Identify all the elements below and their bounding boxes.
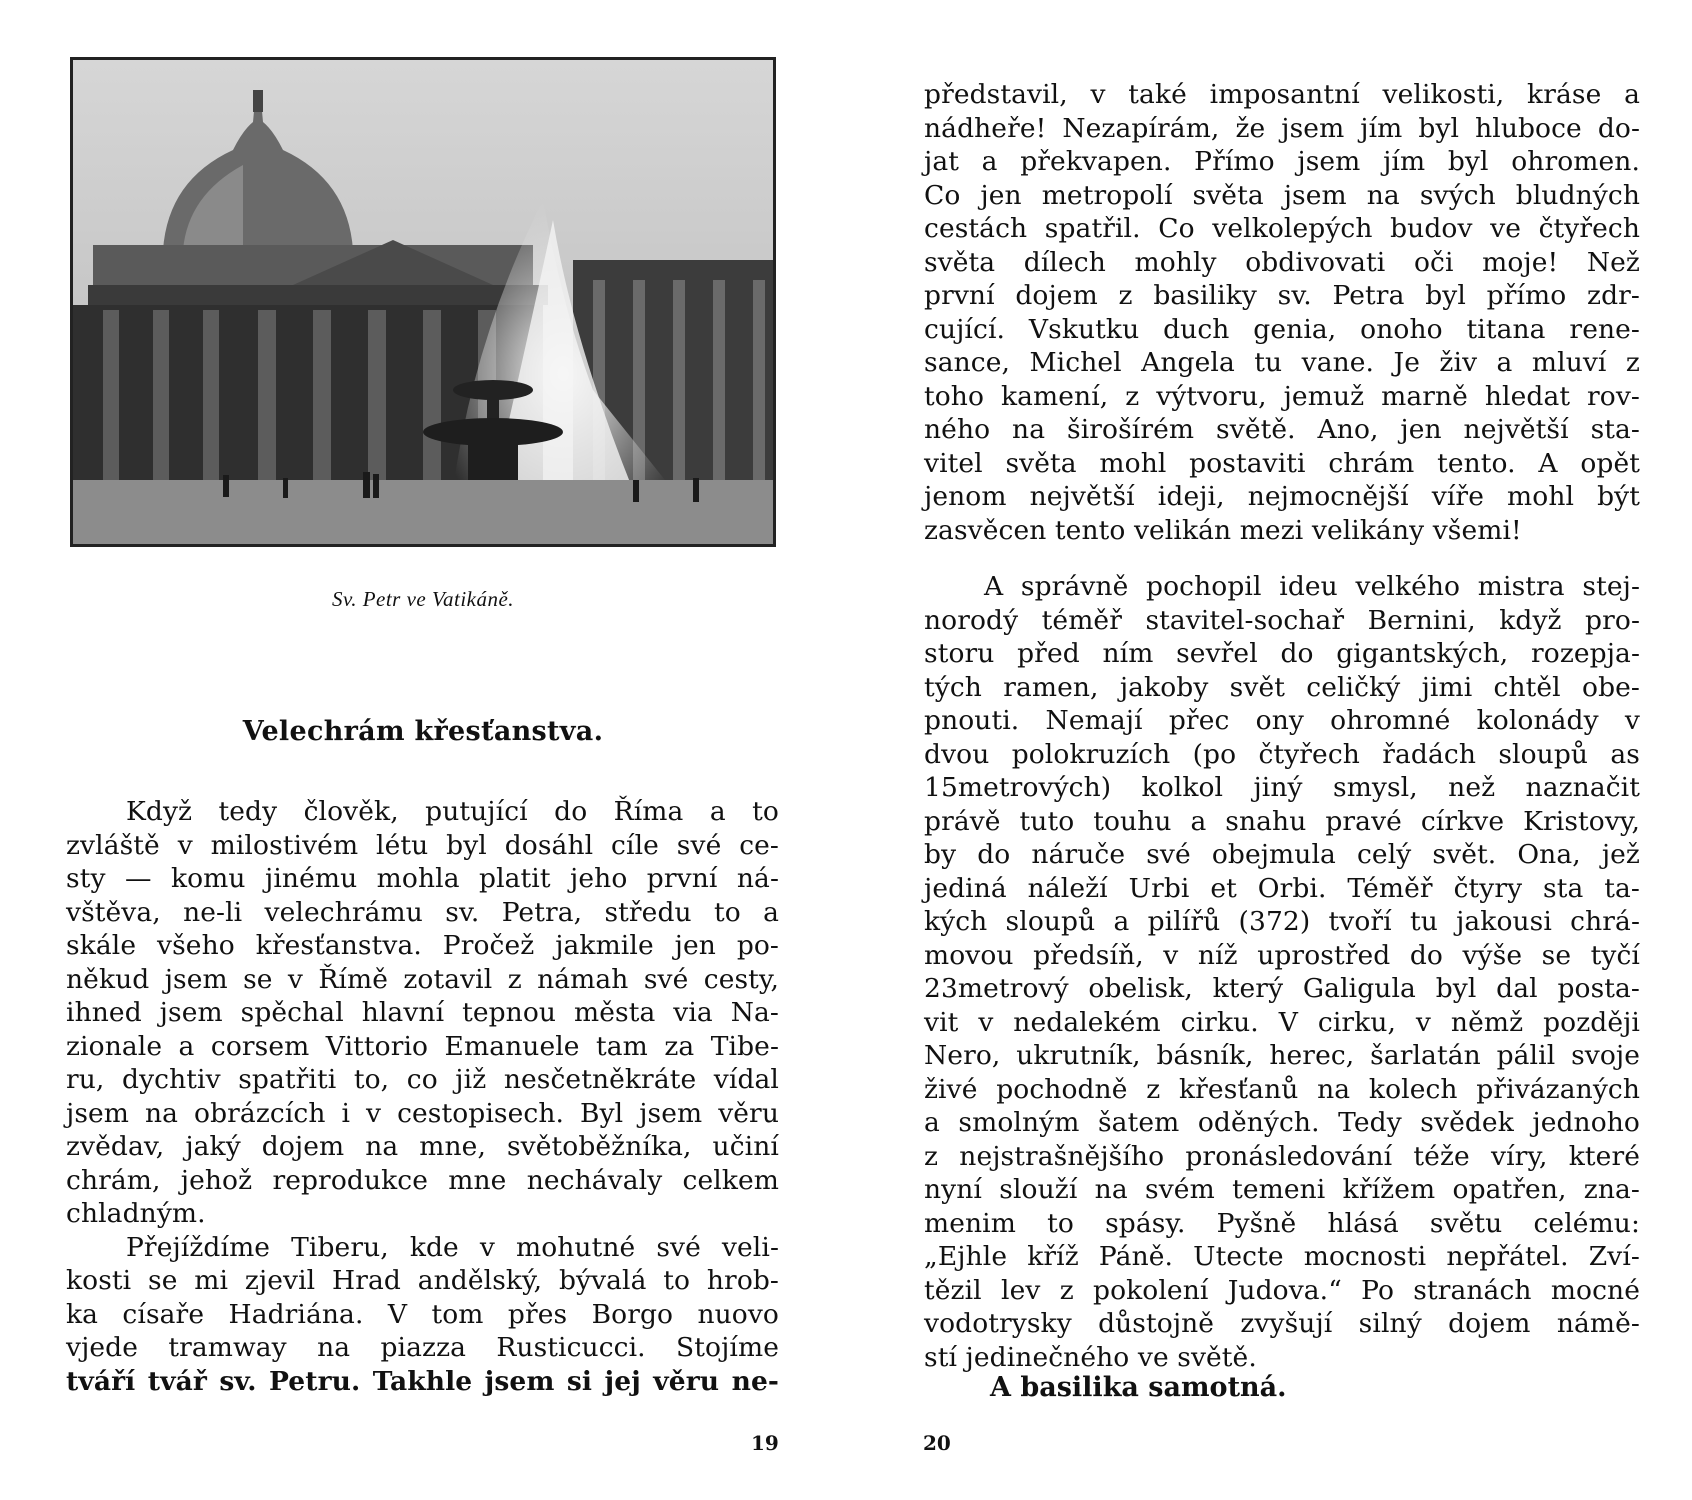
text-line: jenom největší ideji, nejmocnější víře mohl být: [924, 481, 1640, 512]
text-line: toho kamení, z výtvoru, jemuž marně hledat rov-: [924, 380, 1640, 412]
text-line: vitel světa mohl postaviti chrám tento. A opět: [924, 447, 1640, 479]
text-line: movou předsíň, v níž uprostřed do výše se tyčí: [924, 939, 1640, 971]
text-line: chladným.: [66, 1198, 206, 1229]
text-line: tězil lev z pokolení Judova.“ Po stranách mocné: [924, 1274, 1640, 1306]
text-line: Přejíždíme Tiberu, kde v mohutné své veli-: [126, 1231, 779, 1263]
right-paragraph-2: [924, 570, 1640, 1374]
text-line: vit v nedalekém cirku. V cirku, v němž později: [924, 1006, 1640, 1038]
text-line: a smolným šatem oděných. Tedy svědek jednoho: [924, 1107, 1640, 1138]
text-line: Co jen metropolí světa jsem na svých bludných: [924, 179, 1640, 211]
text-line: tých ramen, jakoby svět celičký jimi chtěl obe-: [924, 671, 1640, 703]
basilica-photo: [70, 57, 776, 547]
text-line: kosti se mi zjevil Hrad andělský, bývalá to hrob-: [66, 1265, 779, 1296]
text-line: „Ejhle kříž Páně. Utecte mocnosti nepřátel. Zví-: [924, 1241, 1640, 1272]
text-line: norodý téměř stavitel-sochař Bernini, když pro-: [924, 604, 1640, 636]
text-line: živé pochodně z křesťanů na kolech přivázaných: [924, 1073, 1640, 1105]
text-line: jediná náleží Urbi et Orbi. Téměř čtyry sta ta-: [924, 872, 1640, 904]
text-line: první dojem z basiliky sv. Petra byl přímo zdr-: [924, 280, 1640, 311]
text-line: menim to spásy. Pyšně hlásá světu celému:: [924, 1207, 1640, 1239]
text-line: zionale a corsem Vittorio Emanuele tam za Tibe-: [66, 1030, 779, 1062]
text-line: zvědav, jaký dojem na mne, světoběžníka, učiní: [66, 1131, 779, 1162]
right-paragraph-1: [924, 78, 1640, 547]
text-line: někud jsem se v Římě zotavil z námah své cesty,: [66, 963, 779, 995]
text-line: 15metrových) kolkol jiný smysl, než naznačit: [924, 772, 1640, 803]
section-subheading: A basilika samotná.: [990, 1372, 1287, 1403]
text-line: storu před ním sevřel do gigantských, rozepja-: [924, 638, 1640, 669]
text-line: cestách spatřil. Co velkolepých budov ve čtyřech: [924, 213, 1640, 244]
text-line: pnouti. Nemají přec ony ohromné kolonády v: [924, 705, 1640, 736]
text-line: ka císaře Hadriána. V tom přes Borgo nuovo: [66, 1298, 779, 1330]
text-line: Když tedy člověk, putující do Říma a to: [126, 796, 779, 827]
text-line: skále všeho křesťanstva. Pročež jakmile jen po-: [66, 930, 779, 961]
text-line: dvou polokruzích (po čtyřech řadách sloupů as: [924, 738, 1640, 770]
text-line: právě tuto touhu a snahu pravé církve Kristovy,: [924, 805, 1640, 837]
text-line: chrám, jehož reprodukce mne nechávaly celkem: [66, 1164, 779, 1196]
text-line: tváří tvář sv. Petru. Takhle jsem si jej věru ne-: [66, 1365, 779, 1397]
text-line: ného na širošírém světě. Ano, jen největší sta-: [924, 414, 1640, 445]
text-line: zasvěcen tento velikán mezi velikány všemi!: [924, 514, 1522, 546]
text-line: vjede tramway na piazza Rusticucci. Stojíme: [66, 1332, 779, 1363]
text-line: jat a překvapen. Přímo jsem jím byl ohromen.: [924, 146, 1640, 177]
text-line: 23metrový obelisk, který Galigula byl dal posta-: [924, 973, 1640, 1004]
text-line: sty — komu jinému mohla platit jeho první ná-: [66, 863, 779, 894]
text-line: by do náruče své obejmula celý svět. Ona, jež: [924, 839, 1640, 870]
basilica-photo-icon: [73, 60, 773, 544]
text-line: cující. Vskutku duch genia, onoho titana rene-: [924, 313, 1640, 345]
text-line: zvláště v milostivém létu byl dosáhl cíle své ce-: [66, 829, 779, 861]
text-line: sance, Michel Angela tu vane. Je živ a mluví z: [924, 347, 1640, 378]
text-line: jsem na obrázcích i v cestopisech. Byl jsem věru: [66, 1097, 779, 1129]
text-line: A správně pochopil ideu velkého mistra stej-: [984, 571, 1640, 602]
text-line: Nero, ukrutník, básník, herec, šarlatán pálil svoje: [924, 1040, 1640, 1071]
text-line: z nejstrašnějšího pronásledování téže víry, které: [924, 1140, 1640, 1172]
page-number: 20: [923, 1431, 951, 1455]
text-line: kých sloupů a pilířů (372) tvoří tu jakousi chrá-: [924, 906, 1640, 937]
text-line: nádheře! Nezapírám, že jsem jím byl hluboce do-: [924, 112, 1640, 144]
text-line: představil, v také imposantní velikosti, kráse a: [924, 79, 1640, 110]
text-line: světa dílech mohly obdivovati oči moje! Než: [924, 246, 1640, 278]
text-line: nyní slouží na svém temeni křížem opatřen, zna-: [924, 1174, 1640, 1205]
text-line: stí jedinečného ve světě.: [924, 1341, 1257, 1373]
text-line: ru, dychtiv spatřiti to, co již nesčetněkráte vídal: [66, 1064, 779, 1095]
page-number: 19: [751, 1431, 779, 1455]
photo-caption: Sv. Petr ve Vatikáně.: [331, 587, 515, 611]
text-line: vštěva, ne-li velechrámu sv. Petra, středu to a: [66, 896, 779, 928]
text-line: ihned jsem spěchal hlavní tepnou města via Na-: [66, 997, 779, 1028]
chapter-heading: Velechrám křesťanstva.: [242, 716, 604, 747]
text-line: vodotrysky důstojně zvyšují silný dojem námě-: [924, 1308, 1640, 1339]
left-body-text: [66, 795, 779, 1398]
